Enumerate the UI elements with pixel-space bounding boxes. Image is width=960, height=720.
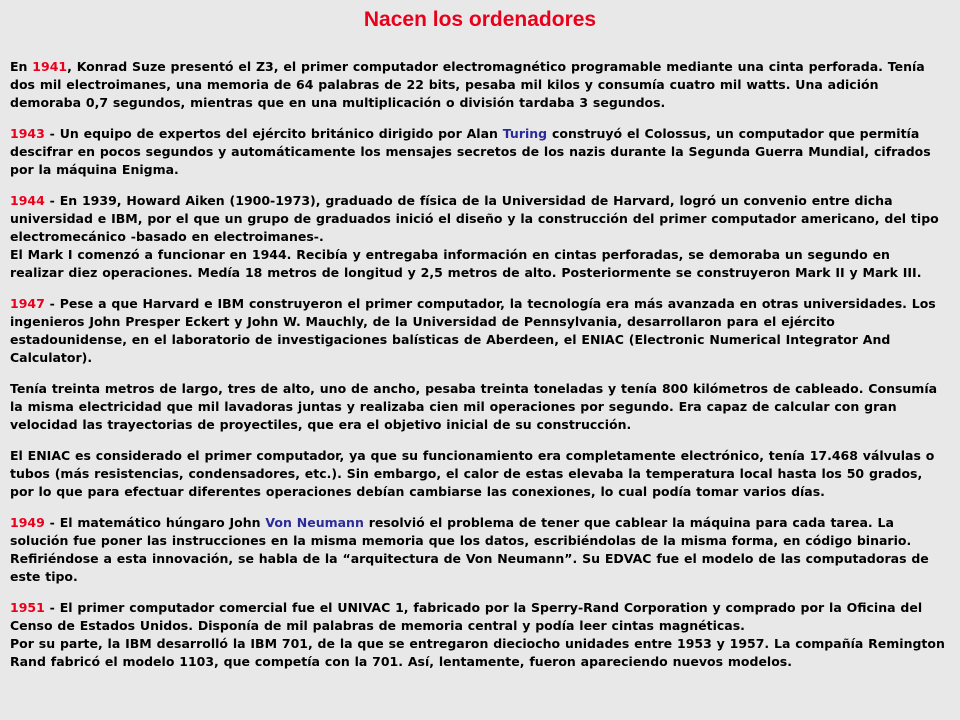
year-1944: 1944 [10,193,45,208]
text: - En 1939, Howard Aiken (1900-1973), graduado de física de la Universidad de Harvard, logró un convenio entre dicha universidad e IBM, por el que un grupo de graduados inició el diseño y la construcción del primer computador americano, del tipo electromecánico -basado en electroimanes-. [10,193,939,244]
text: - El primer computador comercial fue el UNIVAC 1, fabricado por la Sperry-Rand Corporation y comprado por la Oficina del Censo de Estados Unidos. Disponía de mil palabras de memoria central y podía leer cintas magnéticas. [10,600,923,633]
text: - Un equipo de expertos del ejército británico dirigido por Alan [44,126,503,141]
text: - Pese a que Harvard e IBM construyeron el primer computador, la tecnología era más avanzada en otras universidades. Los ingenieros John Presper Eckert y John W. Mauchly, de la Universidad de Pennsylvania, desarrollaron para el ejército estadounidense, en el laboratorio de investigaciones balísticas de Aberdeen, el ENIAC (Electronic Numerical Integrator And Calculator). [10,296,936,365]
name-turing: Turing [502,126,548,141]
text: - El matemático húngaro John [44,515,266,530]
paragraph-1951 [10,599,946,671]
text: Por su parte, la IBM desarrolló la IBM 701, de la que se entregaron dieciocho unidades entre 1953 y 1957. La compañía Remington Rand fabricó el modelo 1103, que competía con la 701. Así, lentamente, fueron apareciendo nuevos modelos. [10,636,945,669]
paragraph-1941 [10,58,946,112]
year-1949: 1949 [10,515,45,530]
name-von-neumann: Von Neumann [265,515,364,530]
paragraph-1949 [10,514,946,586]
text: El Mark I comenzó a funcionar en 1944. Recibía y entregaba información en cintas perforadas, se demoraba un segundo en realizar diez operaciones. Medía 18 metros de longitud y 2,5 metros de alto. Posteriormente se construyeron Mark II y Mark III. [10,247,922,280]
paragraph-1947 [10,295,946,367]
text: En [10,59,33,74]
body-text [10,58,946,684]
paragraph-eniac [10,447,946,501]
paragraph-1943 [10,125,946,179]
year-1951: 1951 [10,600,45,615]
paragraph-1944 [10,192,946,282]
text: resolvió el problema de tener que cablear la máquina para cada tarea. La solución fue poner las instrucciones en la misma memoria que los datos, escribiéndolas de la misma forma, en código binario. [10,515,912,548]
year-1941: 1941 [32,59,68,74]
text: El ENIAC es considerado el primer computador, ya que su funcionamiento era completamente electrónico, tenía 17.468 válvulas o tubos (más resistencias, condensadores, etc.). Sin embargo, el calor de estas elevaba la temperatura local hasta los 50 grados, por lo que para efectuar diferentes operaciones debían cambiarse las conexiones, lo cual podía tomar varios días. [10,448,935,499]
year-1947: 1947 [10,296,45,311]
year-1943: 1943 [10,126,45,141]
text: , Konrad Suze presentó el Z3, el primer computador electromagnético programable mediante una cinta perforada. Tenía dos mil electroimanes, una memoria de 64 palabras de 22 bits, pesaba mil kilos y consumía cuatro mil watts. Una adición demoraba 0,7 segundos, mientras que en una multiplicación o división tardaba 3 segundos. [10,59,925,110]
text: Refiriéndose a esta innovación, se habla de la “arquitectura de Von Neumann”. Su EDVAC fue el modelo de las computadoras de este tipo. [10,551,929,584]
page-title: Nacen los ordenadores [363,8,597,31]
text: construyó el Colossus, un computador que permitía descifrar en pocos segundos y automáticamente los mensajes secretos de los nazis durante la Segunda Guerra Mundial, cifrados por la máquina Enigma. [10,126,931,177]
text: Tenía treinta metros de largo, tres de alto, uno de ancho, pesaba treinta toneladas y tenía 800 kilómetros de cableado. Consumía la misma electricidad que mil lavadoras juntas y realizaba cien mil operaciones por segundo. Era capaz de calcular con gran velocidad las trayectorias de proyectiles, que era el objetivo inicial de su construcción. [10,381,938,432]
paragraph-eniac-specs [10,380,946,434]
